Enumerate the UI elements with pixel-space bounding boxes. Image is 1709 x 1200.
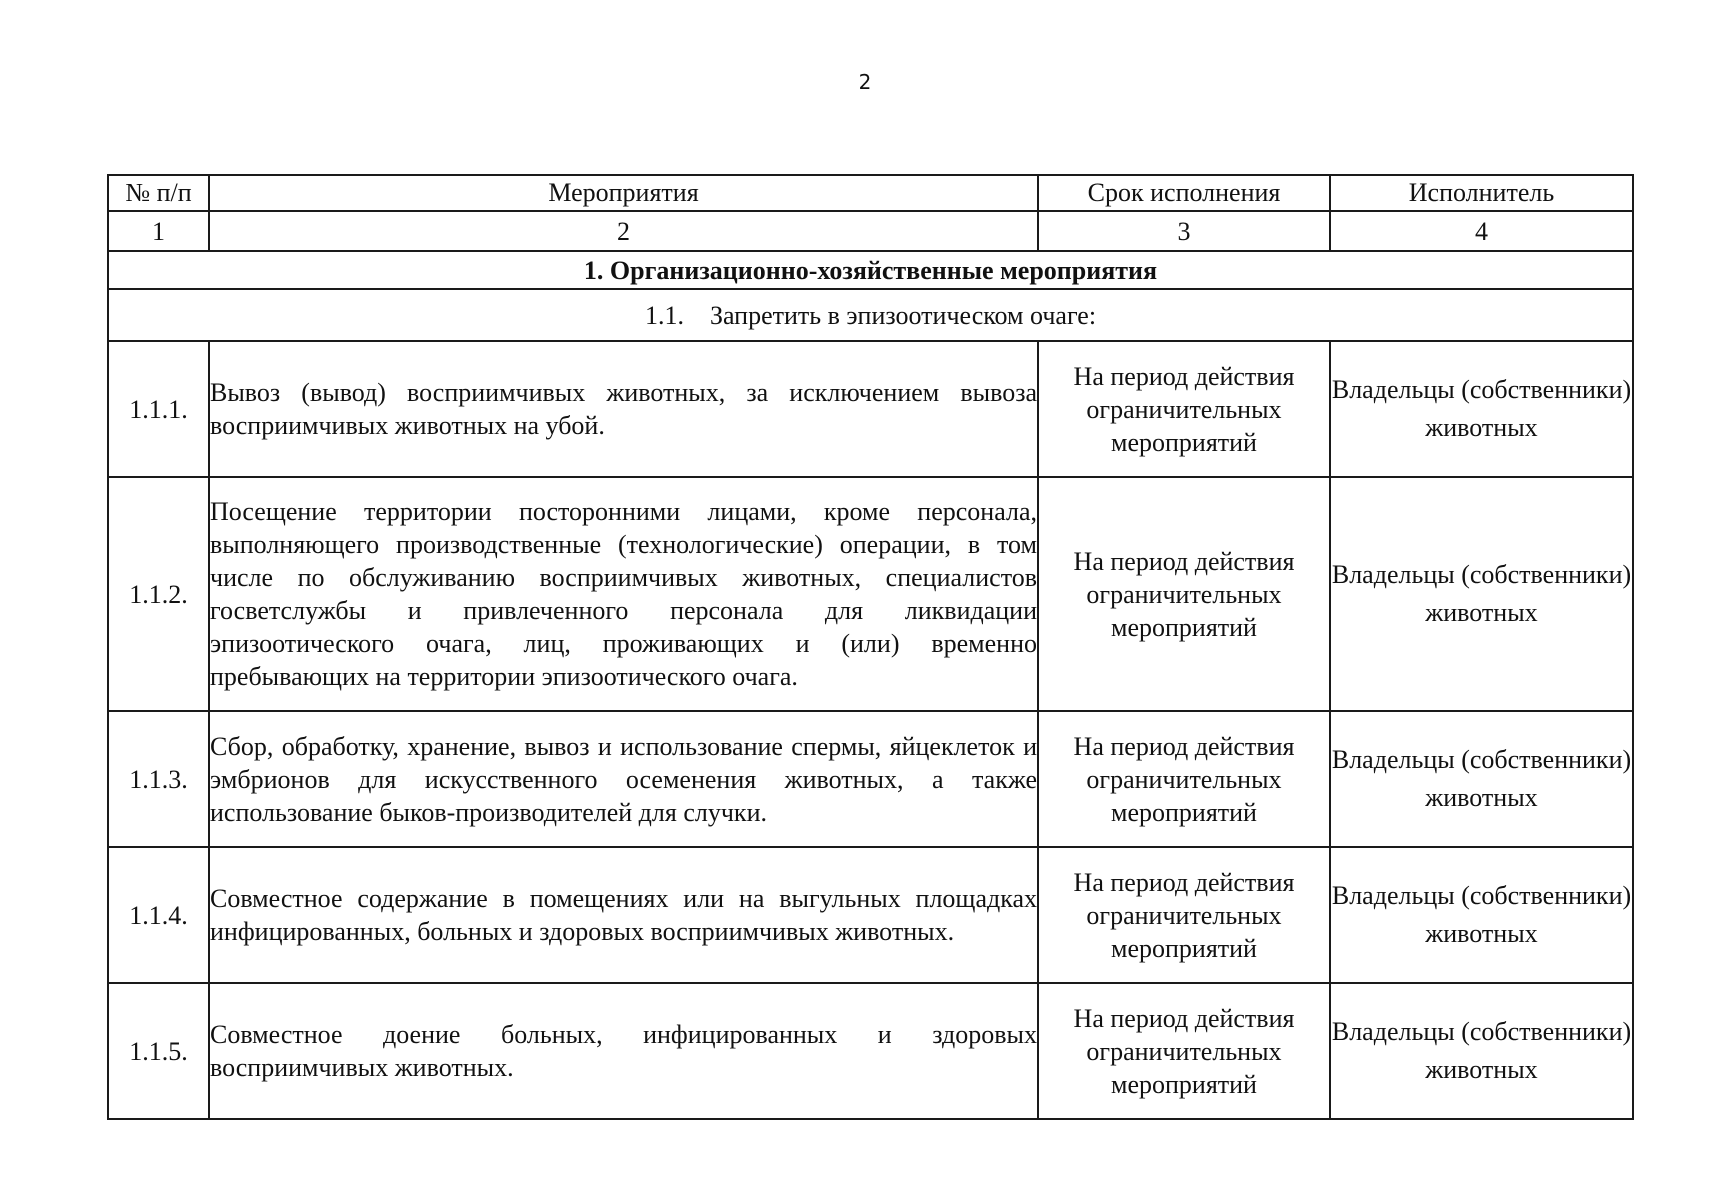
section-row: [108, 251, 1633, 289]
row-measure: Сбор, обработку, хранение, вывоз и использование спермы, яйцеклеток и эмбрионов для искусственного осеменения животных, а также использование быков-производителей для случки.: [209, 711, 1038, 847]
table-header-row: [108, 175, 1633, 211]
page-number: 2: [858, 70, 872, 94]
header-measures: Мероприятия: [209, 175, 1038, 211]
table-row: [108, 477, 1633, 711]
subsection-cell: [108, 289, 1633, 341]
table-row: [108, 341, 1633, 477]
row-number: 1.1.2.: [108, 477, 209, 711]
column-number: 2: [209, 211, 1038, 251]
row-number: 1.1.3.: [108, 711, 209, 847]
column-number: 3: [1038, 211, 1330, 251]
subsection-row: [108, 289, 1633, 341]
row-measure: Вывоз (вывод) восприимчивых животных, за исключением вывоза восприимчивых животных на убой.: [209, 341, 1038, 477]
header-executor: Исполнитель: [1330, 175, 1633, 211]
row-term: На период действия ограничительных мероприятий: [1038, 983, 1330, 1119]
row-term: На период действия ограничительных мероприятий: [1038, 341, 1330, 477]
column-number-row: [108, 211, 1633, 251]
row-executor: Владельцы (собственники) животных: [1330, 983, 1633, 1119]
row-term: На период действия ограничительных мероприятий: [1038, 847, 1330, 983]
table-row: [108, 983, 1633, 1119]
table-row: [108, 847, 1633, 983]
subsection-number: 1.1.: [644, 300, 684, 330]
section-title: 1. Организационно-хозяйственные мероприятия: [108, 251, 1633, 289]
row-measure: Посещение территории посторонними лицами, кроме персонала, выполняющего производственные (технологические) операции, в том числе по обслуживанию восприимчивых животных, специалистов госветслужбы и привлеченного персонала для ликвидации эпизоотического очага, лиц, проживающих и (или) временно пребывающих на территории эпизоотического очага.: [209, 477, 1038, 711]
row-executor: Владельцы (собственники) животных: [1330, 847, 1633, 983]
header-num: № п/п: [108, 175, 209, 211]
row-executor: Владельцы (собственники) животных: [1330, 711, 1633, 847]
row-measure: Совместное доение больных, инфицированных и здоровых восприимчивых животных.: [209, 983, 1038, 1119]
measures-table: [107, 174, 1634, 1120]
column-number: 4: [1330, 211, 1633, 251]
table-row: [108, 711, 1633, 847]
row-term: На период действия ограничительных мероприятий: [1038, 711, 1330, 847]
header-term: Срок исполнения: [1038, 175, 1330, 211]
column-number: 1: [108, 211, 209, 251]
row-number: 1.1.1.: [108, 341, 209, 477]
row-measure: Совместное содержание в помещениях или на выгульных площадках инфицированных, больных и здоровых восприимчивых животных.: [209, 847, 1038, 983]
subsection-title: Запретить в эпизоотическом очаге:: [709, 300, 1097, 330]
row-term: На период действия ограничительных мероприятий: [1038, 477, 1330, 711]
row-executor: Владельцы (собственники) животных: [1330, 341, 1633, 477]
row-executor: Владельцы (собственники) животных: [1330, 477, 1633, 711]
row-number: 1.1.5.: [108, 983, 209, 1119]
row-number: 1.1.4.: [108, 847, 209, 983]
